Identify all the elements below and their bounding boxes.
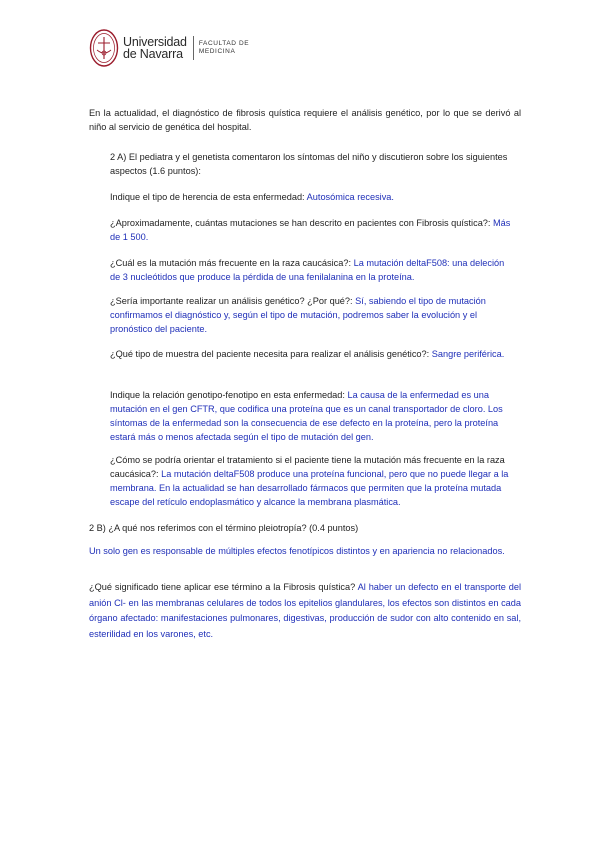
question-item (110, 256, 517, 284)
question-item (110, 294, 517, 336)
question-item (110, 190, 517, 204)
answer-text: Sí, sabiendo el tipo de mutación confirmamos el diagnóstico y, según el tipo de mutación, podremos saber la evolución y el pronóstico del paciente. (110, 296, 486, 334)
intro-paragraph: En la actualidad, el diagnóstico de fibrosis quística requiere el análisis genético, por lo que se derivó al niño al servicio de genética del hospital. (89, 108, 521, 132)
section-2a-heading: 2 A) El pediatra y el genetista comentaron los síntomas del niño y discutieron sobre los siguientes aspectos (1.6 puntos): (110, 152, 508, 176)
question-text: ¿Qué significado tiene aplicar ese término a la Fibrosis quística? (89, 582, 358, 592)
university-seal-icon (89, 28, 119, 68)
section-2b-question-item (89, 580, 521, 642)
faculty-name-line2: MEDICINA (198, 48, 236, 55)
question-item (110, 216, 517, 244)
question-text: ¿Cómo se podría orientar el tratamiento si el paciente tiene la mutación más frecuente en la raza caucásica?: (110, 455, 505, 479)
answer-text: La causa de la enfermedad es una mutación en el gen CFTR, que codifica una proteína que es un canal transportador de cloro. Los síntomas de la enfermedad son la consecuencia de ese defecto en la proteína, pero la proteína estará más o menos afectada según el tipo de mutación del gen. (110, 390, 503, 442)
faculty-name (199, 40, 249, 56)
university-name (123, 36, 187, 60)
question-text: ¿Cuál es la mutación más frecuente en la raza caucásica?: (110, 258, 354, 268)
university-name-line2: de Navarra (123, 47, 183, 61)
question-item (110, 347, 517, 361)
section-2b-answer: Un solo gen es responsable de múltiples efectos fenotípicos distintos y en apariencia no relacionados. (89, 546, 505, 556)
header-divider (193, 36, 194, 60)
question-text: Indique la relación genotipo-fenotipo en esta enfermedad: (110, 390, 348, 400)
answer-text: La mutación deltaF508 produce una proteína funcional, pero que no puede llegar a la membrana. En la actualidad se han desarrollado fármacos que permiten que la proteína mutada escape del retículo endoplasmático y alcance la membrana plasmática. (110, 469, 509, 507)
university-name-line1: Universidad (123, 35, 187, 49)
question-text: ¿Sería importante realizar un análisis genético? ¿Por qué?: (110, 296, 356, 306)
section-2b-heading: 2 B) ¿A qué nos referimos con el término pleiotropía? (0.4 puntos) (89, 523, 359, 533)
university-logo (89, 28, 249, 68)
faculty-name-line1: FACULTAD DE (198, 40, 250, 47)
question-text: Indique el tipo de herencia de esta enfermedad: (110, 192, 307, 202)
question-item (110, 388, 517, 444)
answer-text: Autosómica recesiva. (306, 192, 394, 202)
answer-text: La mutación deltaF508: una deleción de 3 nucleótidos que produce la pérdida de una fenilalanina en la proteína. (110, 258, 505, 282)
answer-text: Más de 1 500. (110, 218, 511, 242)
question-text: ¿Aproximadamente, cuántas mutaciones se han descrito en pacientes con Fibrosis quística?: (110, 218, 494, 228)
answer-text: Sangre periférica. (431, 349, 505, 359)
answer-text: Al haber un defecto en el transporte del anión Cl- en las membranas celulares de todos los epitelios glandulares, los efectos son distintos en cada órgano afectado: manifestaciones pulmonares, digestivas, producción de sudor con alto contenido en sal, esterilidad en los varones, etc. (89, 582, 521, 639)
question-item (110, 453, 517, 509)
question-text: ¿Qué tipo de muestra del paciente necesita para realizar el análisis genético?: (110, 349, 432, 359)
